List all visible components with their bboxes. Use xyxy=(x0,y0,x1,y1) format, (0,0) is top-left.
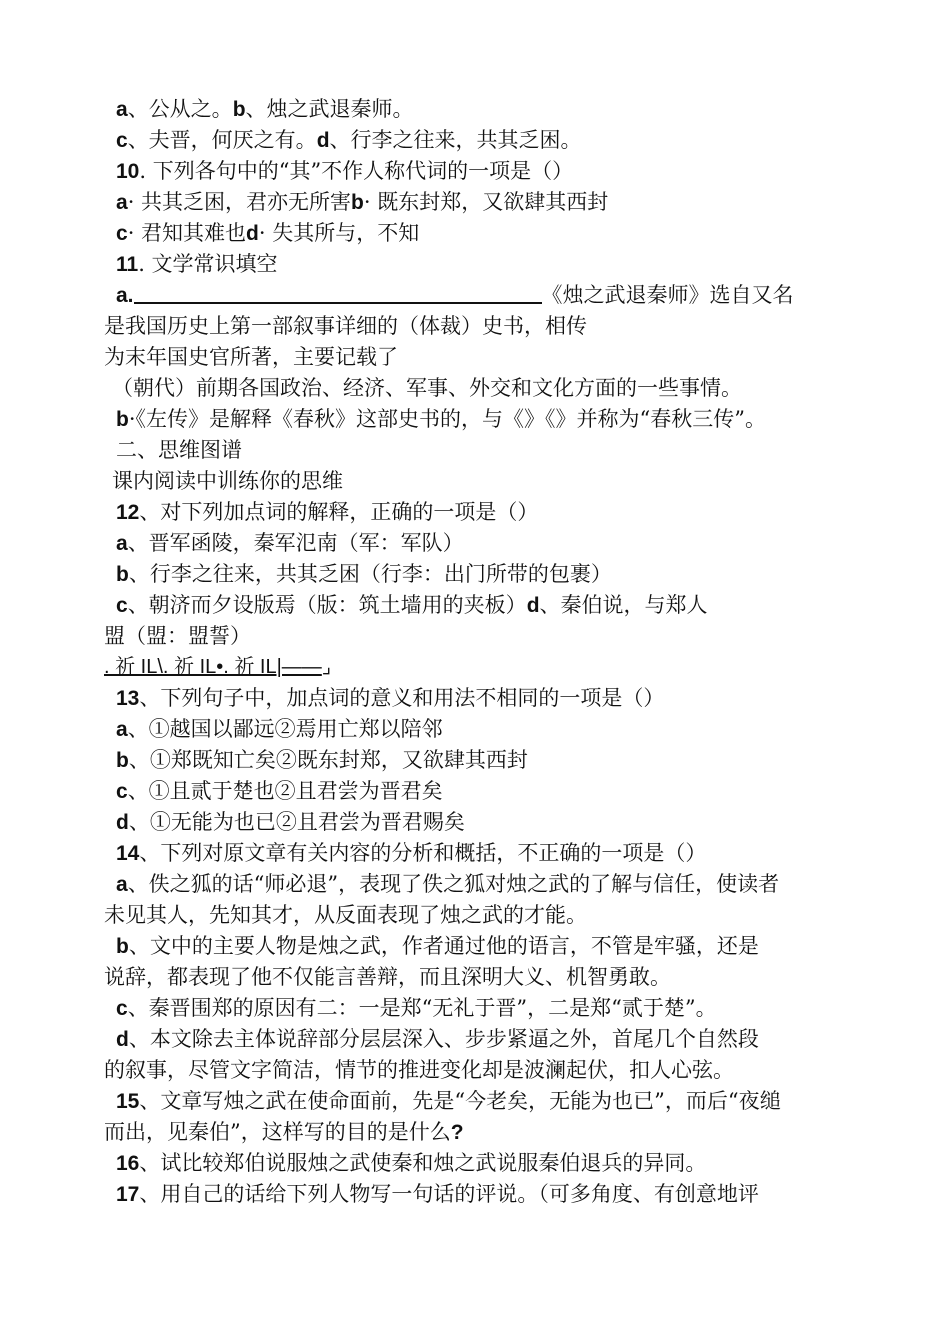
option-c-d: c、朝济而夕设版焉（版：筑土墙用的夹板）d、秦伯说，与郑人 xyxy=(116,593,708,617)
question-14: 14、下列对原文章有关内容的分析和概括，不正确的一项是（） xyxy=(116,841,707,865)
garbled-ocr-line: . 祈 IL\. 祈 IL•. 祈 IL|——⌟ xyxy=(104,656,332,678)
text-line: b·《左传》是解释《春秋》这部史书的，与《》《》并称为“春秋三传”。 xyxy=(116,407,766,431)
text-line: a、公从之。b、烛之武退秦师。 xyxy=(116,97,414,121)
question-12: 12、对下列加点词的解释，正确的一项是（） xyxy=(116,500,539,524)
option-d: d、①无能为也已②且君尝为晋君赐矣 xyxy=(116,810,465,834)
option-a: a、晋军函陵，秦军氾南（军：军队） xyxy=(116,531,464,555)
text-line: 的叙事，尽管文字简洁，情节的推进变化却是波澜起伏，扣人心弦。 xyxy=(104,1058,734,1082)
question-13: 13、下列句子中，加点词的意义和用法不相同的一项是（） xyxy=(116,686,665,710)
text-line: 盟（盟：盟誓） xyxy=(104,624,251,648)
text-line: a· 共其乏困，君亦无所害b· 既东封郑，又欲肆其西封 xyxy=(116,190,609,214)
option-d: d、本文除去主体说辞部分层层深入、步步紧逼之外，首尾几个自然段 xyxy=(116,1027,759,1051)
text-line: （朝代）前期各国政治、经济、军事、外交和文化方面的一些事情。 xyxy=(112,376,742,400)
text-line: c、夫晋，何厌之有。d、行李之往来，共其乏困。 xyxy=(116,128,582,152)
document-body xyxy=(104,94,864,1210)
question-11: 11. 文学常识填空 xyxy=(116,252,278,276)
question-10: 10. 下列各句中的“其”不作人称代词的一项是（） xyxy=(116,159,574,183)
option-a: a、佚之狐的话“师必退”，表现了佚之狐对烛之武的了解与信任，使读者 xyxy=(116,872,780,896)
text-line: 说辞，都表现了他不仅能言善辩，而且深明大义、机智勇敢。 xyxy=(104,965,671,989)
text-line: 未见其人，先知其才，从反面表现了烛之武的才能。 xyxy=(104,903,587,927)
option-b: b、①郑既知亡矣②既东封郑，又欲肆其西封 xyxy=(116,748,528,772)
text-line: c· 君知其难也d· 失其所与，不知 xyxy=(116,221,420,245)
option-c: c、秦晋围郑的原因有二：一是郑“无礼于晋”，二是郑“贰于楚”。 xyxy=(116,996,717,1020)
text-line: 而出，见秦伯”，这样写的目的是什么? xyxy=(104,1120,464,1144)
fill-blank-line: a. 《烛之武退秦师》选自又名 xyxy=(104,280,864,311)
option-b: b、文中的主要人物是烛之武，作者通过他的语言，不管是牢骚，还是 xyxy=(116,934,759,958)
answer-blank xyxy=(134,280,542,304)
question-17: 17、用自己的话给下列人物写一句话的评说。（可多角度、有创意地评 xyxy=(116,1182,759,1206)
option-a: a、①越国以鄙远②焉用亡郑以陪邻 xyxy=(116,717,443,741)
section-heading: 二、思维图谱 xyxy=(116,438,242,462)
option-b: b、行李之往来，共其乏困（行李：出门所带的包裹） xyxy=(116,562,612,586)
subheading: 课内阅读中训练你的思维 xyxy=(112,469,343,493)
option-c: c、①且贰于楚也②且君尝为晋君矣 xyxy=(116,779,443,803)
text-line: 为末年国史官所著，主要记载了 xyxy=(104,345,398,369)
text-line: 是我国历史上第一部叙事详细的（体裁）史书，相传 xyxy=(104,314,587,338)
question-15: 15、文章写烛之武在使命面前，先是“今老矣，无能为也已”，而后“夜缒 xyxy=(116,1089,781,1113)
question-16: 16、试比较郑伯说服烛之武使秦和烛之武说服秦伯退兵的异同。 xyxy=(116,1151,707,1175)
